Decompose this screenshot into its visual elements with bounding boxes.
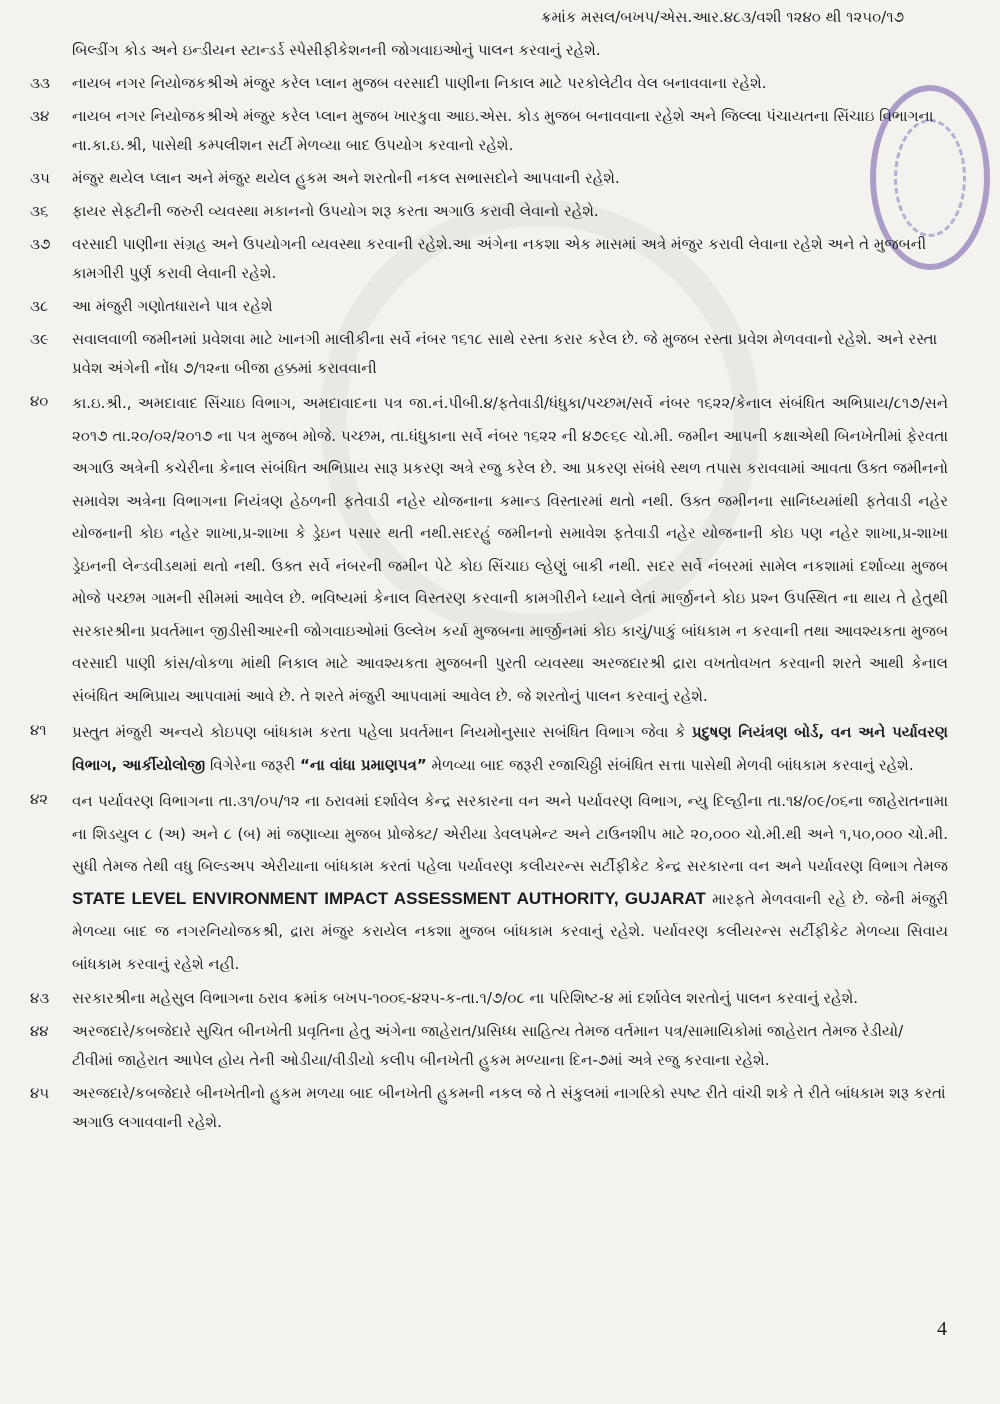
list-item — [30, 164, 948, 193]
item-number: ૪૦ — [30, 392, 49, 410]
list-item — [30, 292, 948, 321]
item-text: નાયબ નગર નિયોજકશ્રીએ મંજુર કરેલ પ્લાન મુજબ વરસાદી પાણીના નિકાલ માટે પરકોલેટીવ વેલ બનાવવાના રહેશે. — [72, 74, 767, 92]
item-text: મંજુર થયેલ પ્લાન અને મંજુર થયેલ હુકમ અને શરતોની નકલ સભાસદોને આપવાની રહેશે. — [72, 169, 620, 187]
intro-line: બિલ્ડીંગ કોડ અને ઇન્ડીયન સ્ટાન્ડર્ડ સ્પેસીફીકેશનની જોગવાઇઓનું પાલન કરવાનું રહેશે. — [72, 41, 601, 59]
item-number: ૩૯ — [30, 330, 49, 348]
item-number: ૪૩ — [30, 989, 50, 1007]
list-item — [30, 387, 948, 712]
item-text — [72, 785, 948, 980]
item-text-part: પ્રસ્તુત મંજુરી અન્વયે કોઇપણ બાંધકામ કરતા પહેલા પ્રવર્તમાન નિયમોનુસાર સબંધિત વિભાગ જેવા કે — [72, 723, 692, 741]
item-text: અરજદારે/કબજેદારે બીનખેતીનો હુકમ મળયા બાદ બીનખેતી હુકમની નકલ જે તે સંકુલમાં નાગરિકો સ્પષ્ટ રીતે વાંચી શકે તે રીતે બાંધકામ શરૂ કરતાં અગાઉ લગાવવાની રહેશે. — [72, 1084, 946, 1131]
item-number: ૩૪ — [30, 107, 50, 125]
item-text-authority: STATE LEVEL ENVIRONMENT IMPACT ASSESSMENT AUTHORITY, GUJARAT — [72, 888, 706, 908]
item-text-bold: પ્રદુષણ નિયંત્રણ બોર્ડ, વન અને પર્યાવરણ વિભાગ, આર્કીયોલોજી — [72, 723, 948, 774]
item-number: ૪૫ — [30, 1084, 50, 1102]
list-item — [30, 69, 948, 98]
item-number: ૪૪ — [30, 1022, 49, 1040]
item-number: ૩૩ — [30, 74, 50, 92]
item-text: વરસાદી પાણીના સંગ્રહ અને ઉપયોગની વ્યવસ્થા કરવાની રહેશે.આ અંગેના નકશા એક માસમાં અત્રે મંજુર કરાવી લેવાના રહેશે અને તે મુજબની કામગીરી પુર્ણ કરાવી લેવાની રહેશે. — [72, 235, 927, 282]
item-text-part: વિગેરેના જરૂરી — [205, 755, 300, 774]
item-number: ૩૫ — [30, 169, 50, 187]
item-text-bold: “ના વાંધા પ્રમાણપત્ર” — [299, 755, 427, 774]
item-number: ૪૨ — [30, 790, 49, 808]
item-text-part: વન પર્યાવરણ વિભાગના તા.૩૧/૦૫/૧૨ ના ઠરાવમાં દર્શાવેલ કેન્દ્ર સરકારના વન અને પર્યાવરણ વિભાગ, ન્યુ દિલ્હીના તા.૧૪/૦૯/૦૬ના જાહેરાતનામા ના શિડયુલ ૮ (અ) અને ૮ (બ) માં જણાવ્યા મુજબ પ્રોજેક્ટ/ એરીયા ડેવલપમેન્ટ અને ટાઉનશીપ માટે ૨૦,૦૦૦ ચો.મી.થી અને ૧,૫૦,૦૦૦ ચો.મી. સુધી તેમજ તેથી વધુ બિલ્ડઅપ એરીયાના બાંધકામ કરતાં પહેલા પર્યાવરણ કલીયરન્સ સર્ટીફીકેટ કેન્દ્ર સરકારના વન અને પર્યાવરણ વિભાગ તેમજ — [72, 792, 948, 875]
item-number: ૩૭ — [30, 235, 51, 253]
reference-number: ક્રમાંક મસલ/બખપ/એસ.આર.૪૮૩/વશી ૧૨૪૦ થી ૧૨૫૦/૧૭ — [540, 8, 904, 26]
list-item — [30, 1017, 948, 1075]
page-number: 4 — [937, 1318, 947, 1340]
item-text-part: મારફતે મેળવવાની રહે છે. જેની મંજુરી મેળવ્યા બાદ જ નગરનિયોજકશ્રી, દ્રારા મંજુર કરાયેલ નકશા મુજબ બાંધકામ કરવાનું રહેશે. પર્યાવરણ કલીયરન્સ સર્ટીફીકેટ મેળવ્યા સિવાય બાંધકામ કરવાનું રહેશે નહી. — [72, 889, 949, 973]
list-item — [30, 1079, 948, 1137]
item-number: ૪૧ — [30, 721, 47, 739]
item-number: ૩૬ — [30, 202, 49, 220]
item-number: ૩૮ — [30, 297, 49, 315]
item-text: નાયબ નગર નિયોજકશ્રીએ મંજુર કરેલ પ્લાન મુજબ ખારકુવા આઇ.એસ. કોડ મુજબ બનાવવાના રહેશે અને જિલ્લા પંચાયતના સિંચાઇ વિભાગના ના.કા.ઇ.શ્રી, પાસેથી કમ્પલીશન સર્ટી મેળવ્યા બાદ ઉપયોગ કરવાનો રહેશે. — [72, 107, 934, 154]
item-text: સરકારશ્રીના મહેસુલ વિભાગના ઠરાવ ક્રમાંક બખપ-૧૦૦૬-૪૨૫-ક-તા.૧/૭/૦૮ ના પરિશિષ્ટ-૪ માં દર્શાવેલ શરતોનું પાલન કરવાનું રહેશે. — [72, 989, 859, 1007]
item-text: ફાયર સેફ્ટીની જરુરી વ્યવસ્થા મકાનનો ઉપયોગ શરૂ કરતા અગાઉ કરાવી લેવાનો રહેશે. — [72, 202, 599, 220]
item-text-part: મેળવ્યા બાદ જરૂરી રજાચિઠ્ઠી સંબંધિત સત્તા પાસેથી મેળવી બાંધકામ કરવાનું રહેશે. — [426, 755, 914, 774]
item-text — [72, 716, 948, 781]
list-item — [30, 785, 948, 980]
item-text: અરજદારે/કબજેદારે સુચિત બીનખેતી પ્રવૃતિના હેતુ અંગેના જાહેરાત/પ્રસિધ્ધ સાહિત્ય તેમજ વર્તમાન પત્ર/સામાયિકોમાં જાહેરાત તેમજ રેડીયો/ ટીવીમાં જાહેરાત આપેલ હોય તેની ઓડીયા/વીડીયો કલીપ બીનખેતી હુકમ મળ્યાના દિન-૭માં અત્રે રજુ કરવાના રહેશે. — [72, 1022, 904, 1069]
list-item — [30, 325, 948, 383]
item-text: આ મંજુરી ગણોતધારાને પાત્ર રહેશે — [72, 297, 273, 315]
list-item — [30, 984, 948, 1013]
conditions-list — [30, 36, 948, 1141]
item-text: કા.ઇ.શ્રી., અમદાવાદ સિંચાઇ વિભાગ, અમદાવાદના પત્ર જા.નં.પીબી.૪/ફતેવાડી/ધંધુકા/પચ્છમ/સર્વે નંબર ૧૬૨૨/કેનાલ સંબંધિત અભિપ્રાય/૮૧૭/સને ૨૦૧૭ તા.૨૦/૦૨/૨૦૧૭ ના પત્ર મુજબ મોજે. પચ્છમ, તા.ધંધુકાના સર્વે નંબર ૧૬૨૨ ની ૪૭૯૬૯ ચો.મી. જમીન આપની કક્ષાએથી બિનખેતીમાં ફેરવતા અગાઉ અત્રેની કચેરીના કેનાલ સંબંધિત અભિપ્રાય સારૂ પ્રકરણ અત્રે રજુ કરેલ છે. આ પ્રકરણ સંબંધે સ્થળ તપાસ કરાવવામાં આવતા ઉક્ત જમીનનો સમાવેશ અત્રેના વિભાગના નિયંત્રણ હેઠળની ફતેવાડી નહેર યોજનાના કમાન્ડ વિસ્તારમાં થતો નથી. ઉક્ત જમીનના સાનિધ્યમાંથી ફતેવાડી નહેર યોજનાની કોઇ નહેર શાખા,પ્ર-શાખા કે ડ્રેઇન પસાર થતી નથી.સદરહું જમીનનો સમાવેશ ફતેવાડી નહેર યોજનાની કોઇ પણ નહેર શાખા,પ્ર-શાખા ડ્રેઇનની લેન્ડવીડથમાં થતો નથી. ઉક્ત સર્વે નંબરની જમીન પેટે કોઇ સિંચાઇ લ્હેણું બાકી નથી. સદર સર્વે નંબરમાં સામેલ નકશામાં દર્શાવ્યા મુજબ મોજે પચ્છમ ગામની સીમમાં આવેલ છે. ભવિષ્યમાં કેનાલ વિસ્તરણ કરવાની કામગીરીને ધ્યાને લેતાં માર્જીનને કોઇ પ્રશ્ન ઉપસ્થિત ના થાય તે હેતુથી સરકારશ્રીના પ્રવર્તમાન જીડીસીઆરની જોગવાઇઓમાં ઉલ્લેખ કર્યા મુજબના માર્જીનમાં કોઇ કાચું/પાકું બાંધકામ ન કરવાની તથા આવશ્યકતા મુજબ વરસાદી પાણી કાંસ/વોકળા માંથી નિકાલ માટે આવશ્યકતા મુજબની પુરતી વ્યવસ્થા અરજદારશ્રી દ્રારા વખતોવખત કરવાની શરતે આથી કેનાલ સંબંધિત અભિપ્રાય આપવામાં આવે છે. તે શરતે મંજુરી આપવામાં આવેલ છે. જે શરતોનું પાલન કરવાનું રહેશે. — [72, 394, 948, 705]
list-item — [30, 716, 948, 781]
list-item — [30, 197, 948, 226]
item-text: સવાલવાળી જમીનમાં પ્રવેશવા માટે ખાનગી માલીકીના સર્વે નંબર ૧૬૧૮ સાથે રસ્તા કરાર કરેલ છે. જે મુજબ રસ્તા પ્રવેશ મેળવવાનો રહેશે. અને રસ્તા પ્રવેશ અંગેની નોંધ ૭/૧૨ના બીજા હક્કમાં કરાવવાની — [72, 330, 938, 377]
list-item — [30, 102, 948, 160]
list-item — [30, 230, 948, 288]
